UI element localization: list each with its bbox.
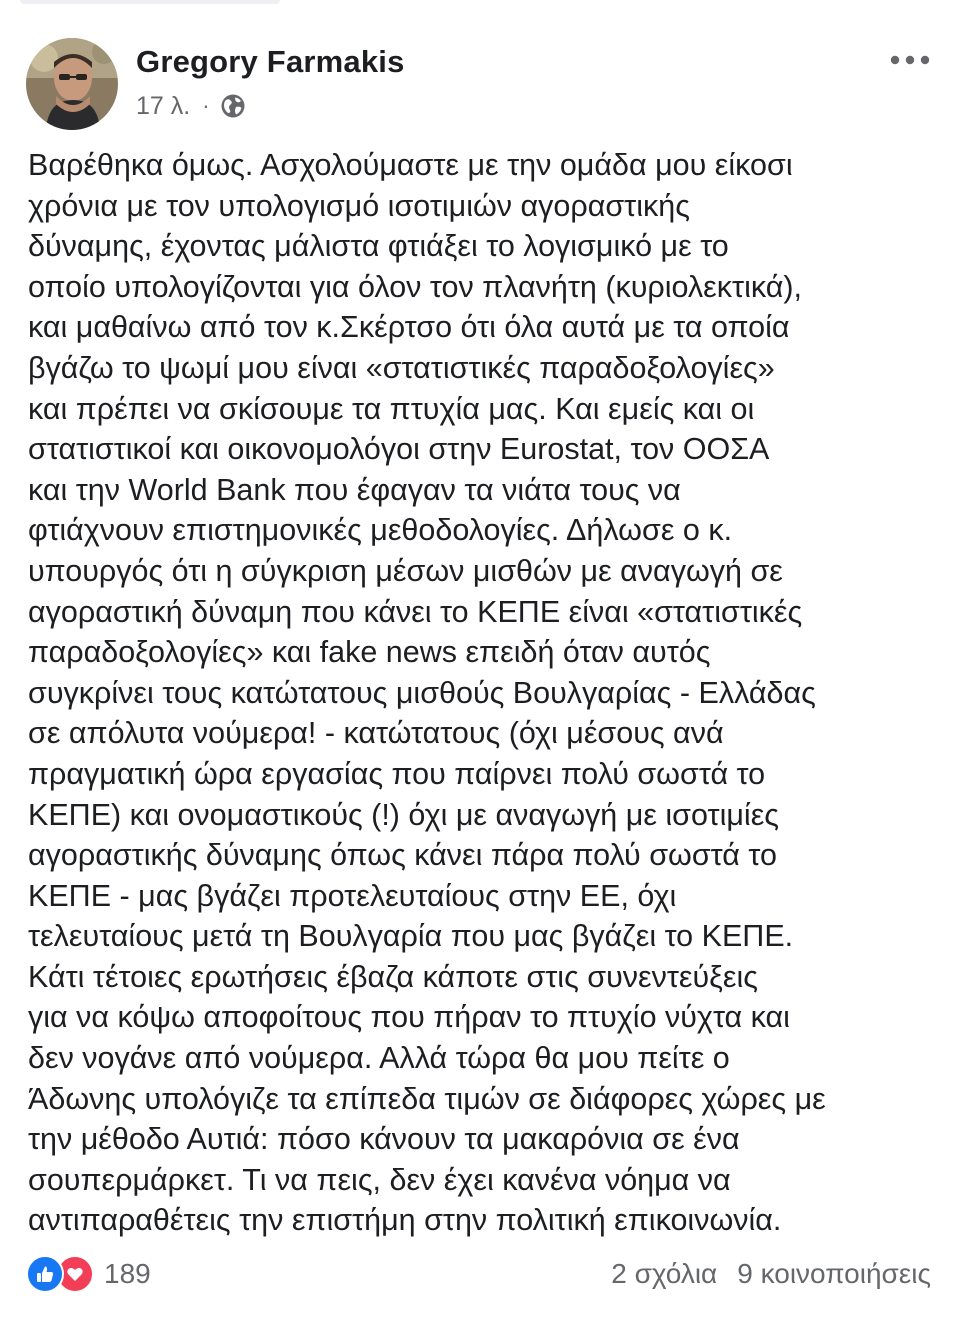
profile-photo bbox=[26, 38, 118, 130]
post-timestamp[interactable]: 17 λ. bbox=[136, 91, 191, 120]
author-name[interactable]: Gregory Farmakis bbox=[136, 44, 405, 79]
shares-count-link[interactable]: 9 κοινοποιήσεις bbox=[737, 1258, 931, 1289]
post-body-text: Βαρέθηκα όμως. Ασχολούμαστε με την ομάδα μου είκοσι χρόνια με τον υπολογισμό ισοτιμιών αγοραστικής δύναμης, έχοντας μάλιστα φτιάξει το λογισμικό με το οποίο υπολογίζονται για όλον τον πλανήτη (κυριολεκτικά), και μαθαίνω από τον κ.Σκέρτσο ότι όλα αυτά με τα οποία βγάζω το ψωμί μου είναι «στατιστικές παραδοξολογίες» και πρέπει να σκίσουμε τα πτυχία μας. Και εμείς και οι στατιστικοί και οικονομολόγοι στην Eurostat, τον ΟΟΣΑ και την World Bank που έφαγαν τα νιάτα τους να φτιάχνουν επιστημονικές μεθοδολογίες. Δήλωσε ο κ. υπουργός ότι η σύγκριση μέσων μισθών με αναγωγή σε αγοραστική δύναμη που κάνει το ΚΕΠΕ είναι «στατιστικές παραδοξολογίες» και fake news επειδή όταν αυτός συγκρίνει τους κατώτατους μισθούς Βουλγαρίας - Ελλάδας σε απόλυτα νούμερα! - κατώτατους (όχι μέσους ανά πραγματική ώρα εργασίας που παίρνει πολύ σωστά το ΚΕΠΕ) και ονομαστικούς (!) όχι με αναγωγή με ισοτιμίες αγοραστικής δύναμης όπως κάνει πάρα πολύ σωστά το ΚΕΠΕ - μας βγάζει προτελευταίους στην ΕΕ, όχι τελευταίους μετά τη Βουλγαρία που μας βγάζει το ΚΕΠΕ. Κάτι τέτοιες ερωτήσεις έβαζα κάποτε στις συνεντεύξεις για να κόψω αποφοίτους που πήραν το πτυχίο νύχτα και δεν νογάνε από νούμερα. Αλλά τώρα θα μου πείτε ο Άδωνης υπολόγιζε τα επίπεδα τιμών σε διάφορες χώρες με την μέθοδο Αυτιά: πόσο κάνουν τα μακαρόνια σε ένα σουπερμάρκετ. Τι να πεις, δεν έχει κανένα νόημα να αντιπαραθέτεις την επιστήμη στην πολιτική επικοινωνία. bbox=[28, 148, 826, 1238]
post-meta bbox=[136, 90, 246, 122]
like-icon bbox=[26, 1255, 64, 1293]
comments-count-link[interactable]: 2 σχόλια bbox=[611, 1258, 718, 1289]
post-stats bbox=[611, 1256, 931, 1292]
reaction-count: 189 bbox=[104, 1258, 151, 1289]
reaction-icons bbox=[26, 1255, 94, 1293]
meta-separator: · bbox=[202, 93, 210, 118]
reactions-summary[interactable] bbox=[26, 1256, 151, 1292]
globe-icon[interactable] bbox=[220, 93, 246, 119]
ellipsis-icon[interactable] bbox=[884, 46, 936, 74]
author-avatar[interactable] bbox=[26, 38, 118, 130]
